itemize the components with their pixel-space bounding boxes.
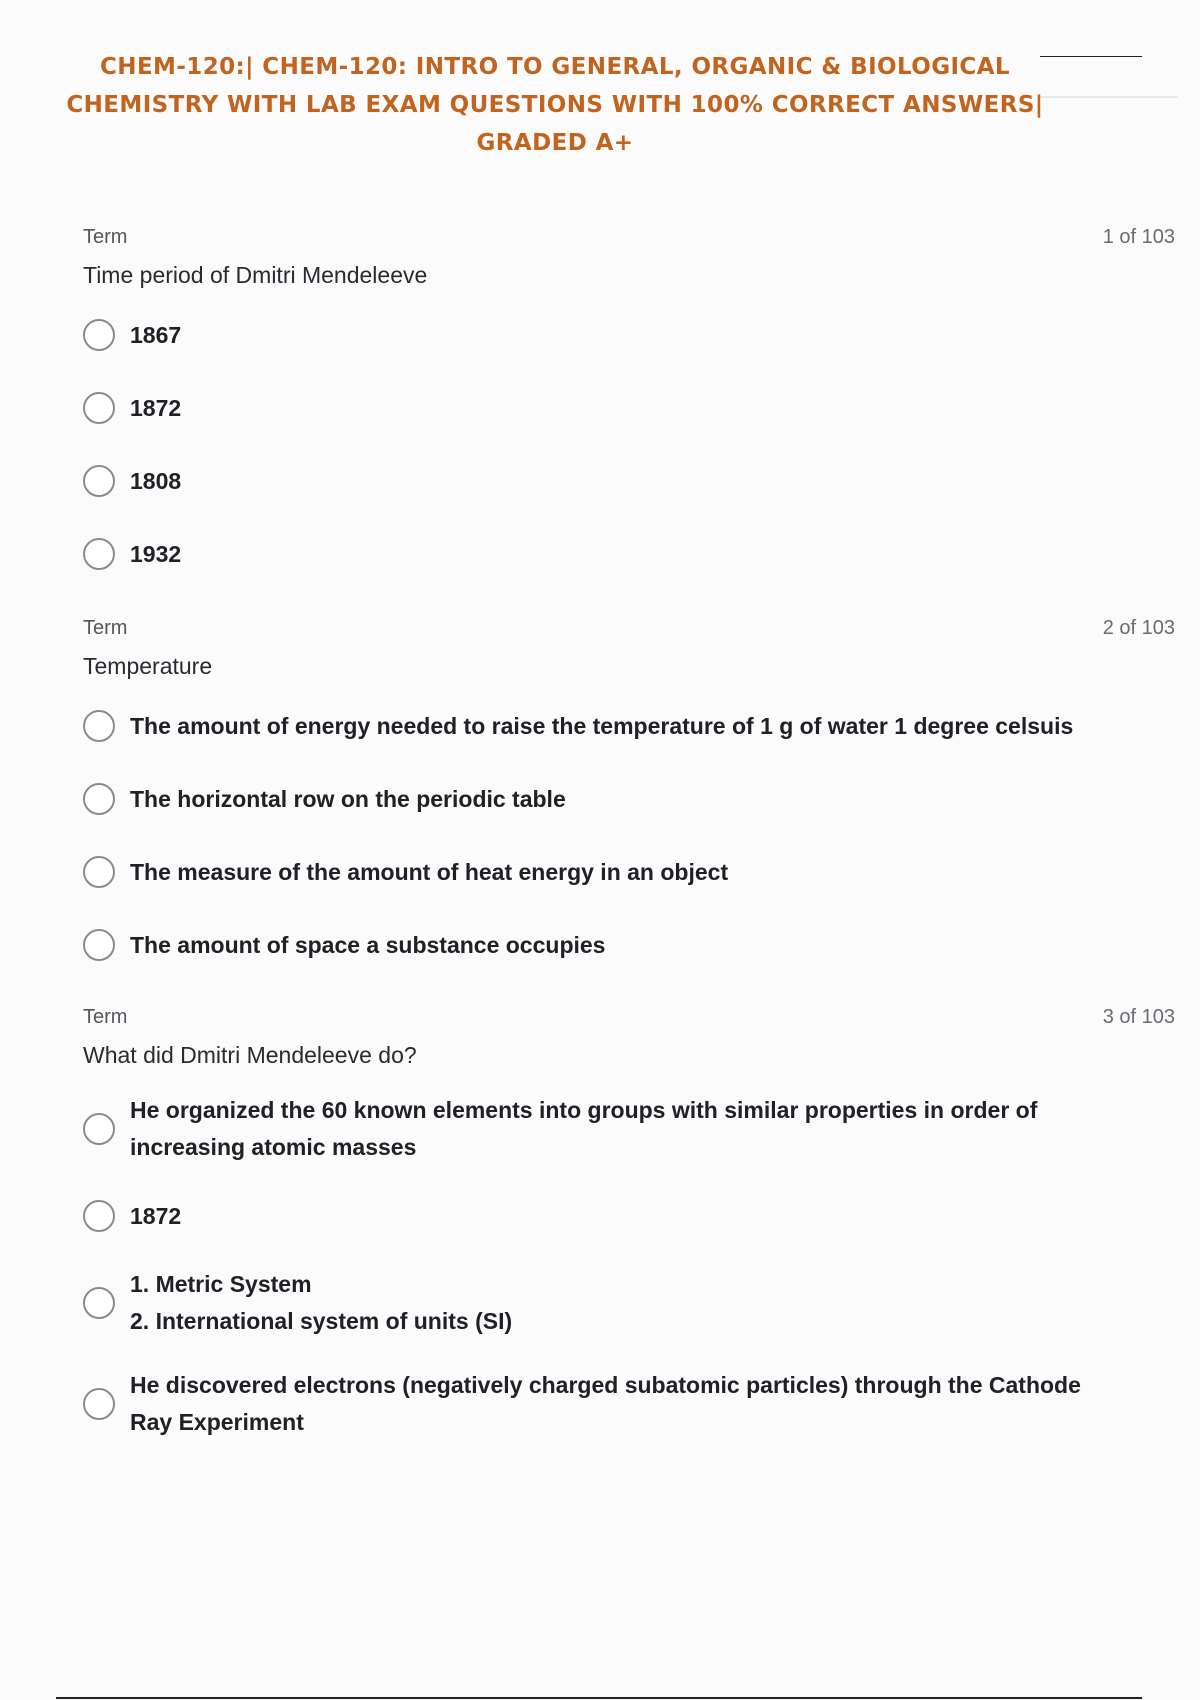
answer-option[interactable] xyxy=(83,776,1175,822)
radio-button-icon[interactable] xyxy=(83,783,115,815)
answer-options xyxy=(83,703,1175,968)
answer-option-line: 1872 xyxy=(130,1202,182,1229)
answer-options xyxy=(83,1092,1175,1441)
radio-button-icon[interactable] xyxy=(83,1388,115,1420)
answer-option-label xyxy=(130,390,181,427)
answer-option-line: The amount of space a substance occupies xyxy=(130,931,606,958)
answer-option[interactable] xyxy=(83,385,1175,431)
answer-option-line: He discovered electrons (negatively charged subatomic particles) through the Cathode xyxy=(130,1372,1081,1398)
radio-button-icon[interactable] xyxy=(83,538,115,570)
term-card xyxy=(83,226,1175,604)
term-question: What did Dmitri Mendeleeve do? xyxy=(83,1042,417,1068)
radio-button-icon[interactable] xyxy=(83,1113,115,1145)
answer-option[interactable] xyxy=(83,458,1175,504)
term-header xyxy=(83,617,1175,647)
answer-option[interactable] xyxy=(83,1266,1175,1340)
radio-button-icon[interactable] xyxy=(83,465,115,497)
answer-option-line: 1932 xyxy=(130,540,182,567)
term-card xyxy=(83,1006,1175,1468)
radio-button-icon[interactable] xyxy=(83,1287,115,1319)
answer-options xyxy=(83,312,1175,577)
answer-option-line: Ray Experiment xyxy=(130,1409,304,1435)
answer-option-line: 1872 xyxy=(130,394,182,421)
term-counter: 1 of 103 xyxy=(1102,226,1175,248)
answer-option-line: He organized the 60 known elements into groups with similar properties in order of xyxy=(130,1097,1038,1123)
radio-button-icon[interactable] xyxy=(83,929,115,961)
answer-option-label xyxy=(130,927,605,964)
answer-option-label xyxy=(130,463,181,500)
answer-option[interactable] xyxy=(83,1367,1175,1441)
answer-option-line: increasing atomic masses xyxy=(130,1134,417,1160)
answer-option[interactable] xyxy=(83,531,1175,577)
term-label: Term xyxy=(83,226,128,248)
document-title: CHEM-120:| CHEM-120: INTRO TO GENERAL, ORGANIC & BIOLOGICAL CHEMISTRY WITH LAB EXAM QUESTIONS WITH 100% CORRECT ANSWERS| GRADED A+ xyxy=(66,54,1044,156)
answer-option-label xyxy=(130,781,566,818)
term-counter: 3 of 103 xyxy=(1102,1006,1175,1028)
answer-option-label xyxy=(130,1092,1037,1166)
answer-option-line: The amount of energy needed to raise the temperature of 1 g of water 1 degree celsuis xyxy=(130,712,1074,739)
footer-rule xyxy=(56,1697,1142,1699)
answer-option-label xyxy=(130,1266,512,1340)
answer-option-line: 1. Metric System xyxy=(130,1271,312,1297)
radio-button-icon[interactable] xyxy=(83,319,115,351)
answer-option-label xyxy=(130,1198,181,1235)
answer-option-line: The horizontal row on the periodic table xyxy=(130,785,566,812)
answer-option[interactable] xyxy=(83,312,1175,358)
answer-option-label xyxy=(130,1367,1081,1441)
answer-option-label xyxy=(130,536,181,573)
answer-option-line: 1867 xyxy=(130,321,182,348)
radio-button-icon[interactable] xyxy=(83,856,115,888)
answer-option[interactable] xyxy=(83,1193,1175,1239)
term-label: Term xyxy=(83,1006,128,1028)
radio-button-icon[interactable] xyxy=(83,1200,115,1232)
answer-option[interactable] xyxy=(83,922,1175,968)
term-counter: 2 of 103 xyxy=(1102,617,1175,639)
answer-option-line: 1808 xyxy=(130,467,182,494)
answer-option[interactable] xyxy=(83,703,1175,749)
term-question: Time period of Dmitri Mendeleeve xyxy=(83,262,428,288)
term-header xyxy=(83,226,1175,256)
answer-option[interactable] xyxy=(83,849,1175,895)
radio-button-icon[interactable] xyxy=(83,392,115,424)
radio-button-icon[interactable] xyxy=(83,710,115,742)
term-card xyxy=(83,617,1175,995)
answer-option-label xyxy=(130,708,1073,745)
term-header xyxy=(83,1006,1175,1036)
header-rule xyxy=(1040,56,1142,57)
answer-option-label xyxy=(130,317,181,354)
answer-option-line: The measure of the amount of heat energy in an object xyxy=(130,858,729,885)
term-label: Term xyxy=(83,617,128,639)
term-question: Temperature xyxy=(83,653,213,679)
answer-option-line: 2. International system of units (SI) xyxy=(130,1308,513,1334)
header-rule-faint xyxy=(1040,96,1178,98)
answer-option[interactable] xyxy=(83,1092,1175,1166)
answer-option-label xyxy=(130,854,728,891)
